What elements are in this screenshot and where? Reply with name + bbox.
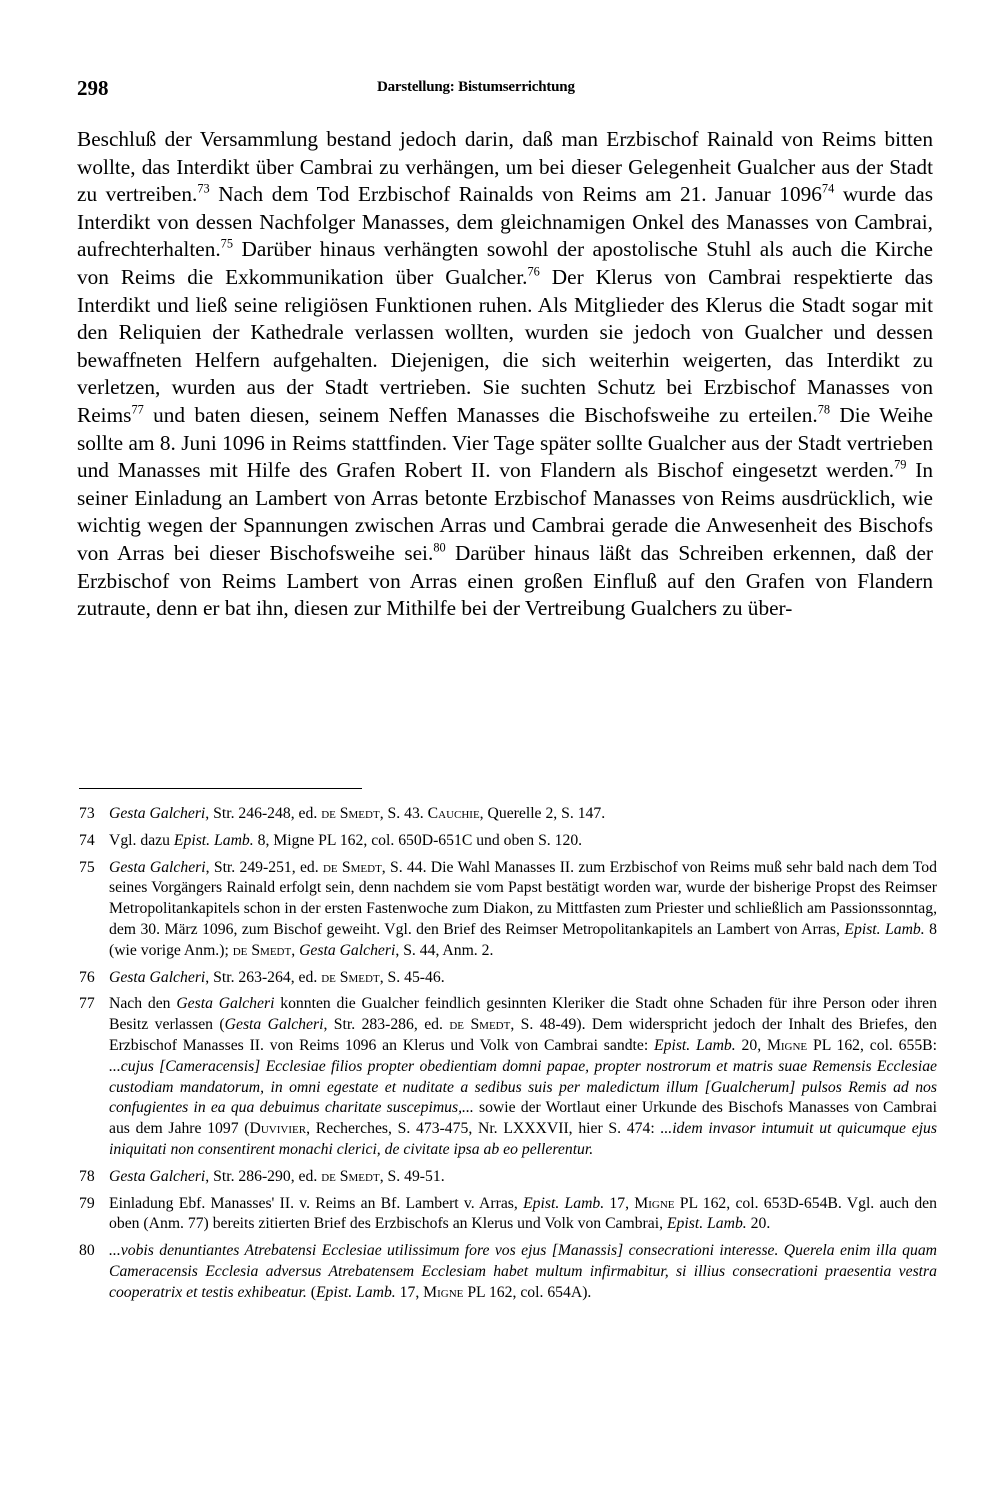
footnote-number: 76 — [79, 968, 95, 986]
footnote-text: ...vobis denuntiantes Atrebatensi Ecclesiae utilissimum fore vos ejus [Manassis] consecrationi interesse. Querela enim illa quam Cameracensis Ecclesia adversus Atrebatensem Ecclesiam habet multum infirmabitur, si illius consecrationi praesentia vestra cooperatrix et testis exhibeatur. (Epist. Lamb. 17, Migne PL 162, col. 654A). — [109, 1242, 937, 1301]
footnote-ref: 73 — [197, 181, 210, 196]
footnote-ref: 75 — [220, 236, 234, 251]
footnote-ref: 77 — [131, 402, 144, 417]
footnote-text: Gesta Galcheri, Str. 249-251, ed. de Smedt, S. 44. Die Wahl Manasses II. zum Erzbischof von Reims muß sehr bald nach dem Tod seines Vorgängers Rainald erfolgt sein, denn nachdem sie vom Papst bestätigt worden war, wurde der bisherige Propst des Reimser Metropolitankapitels schon in der ersten Fastenwoche zum Diakon, zu Mittfasten zum Priester und schließlich am Passionssonntag, dem 30. März 1096, zum Bischof geweiht. Vgl. den Brief des Reimser Metropolitankapitels an Lambert von Arras, Epist. Lamb. 8 (wie vorige Anm.); de Smedt, Gesta Galcheri, S. 44, Anm. 2. — [109, 858, 937, 959]
footnote-78 — [79, 1167, 937, 1188]
page-number: 298 — [77, 76, 109, 100]
footnote-74 — [79, 831, 937, 852]
footnote-ref: 80 — [433, 540, 446, 555]
body-text-segment: Beschluß der Versammlung bestand jedoch darin, daß man Erzbischof Rainald von Reims bitten wollte, das Interdikt über Cambrai zu verhängen, um bei dieser Gelegenheit Gualcher aus der Stadt zu vertreiben. — [77, 127, 933, 207]
footnote-ref: 79 — [894, 457, 907, 472]
footnote-number: 78 — [79, 1167, 95, 1185]
footnote-77 — [79, 994, 937, 1160]
footnote-number: 79 — [79, 1194, 95, 1212]
body-text-segment: wurde das Interdikt von dessen Nachfolger Manasses, dem gleichnamigen Onkel des Manasses von Cambrai, aufrechterhalten. — [77, 182, 933, 262]
footnote-79 — [79, 1194, 937, 1236]
footnote-73 — [79, 804, 937, 825]
footnote-number: 80 — [79, 1242, 95, 1260]
footnote-text: Gesta Galcheri, Str. 286-290, ed. de Smedt, S. 49-51. — [109, 1167, 445, 1185]
main-text — [77, 126, 933, 623]
footnote-text: Einladung Ebf. Manasses' II. v. Reims an Bf. Lambert v. Arras, Epist. Lamb. 17, Migne PL 162, col. 653D-654B. Vgl. auch den oben (Anm. 77) bereits zitierten Brief des Erzbischofs an Klerus und Volk von Cambrai, Epist. Lamb. 20. — [109, 1194, 937, 1233]
running-title: Darstellung: Bistumserrichtung — [377, 79, 575, 95]
body-text-segment: In seiner Einladung an Lambert von Arras betonte Erzbischof Manasses von Reims ausdrücklich, wie wichtig wegen der Spannungen zwischen Arras und Cambrai gerade die Anwesenheit des Bischofs von Arras bei dieser Bischofsweihe sei. — [77, 458, 933, 565]
footnote-number: 77 — [79, 995, 95, 1013]
body-text-segment: Nach dem Tod Erzbischof Rainalds von Reims am 21. Januar 1096 — [209, 182, 822, 207]
body-text-segment: Der Klerus von Cambrai respektierte das Interdikt und ließ seine religiösen Funktionen ruhen. Als Mitglieder des Klerus die Stadt sogar mit den Reliquien der Kathedrale verlassen wollten, wurden sie jedoch von Gualcher und dessen bewaffneten Helfern aufgehalten. Diejenigen, die sich weiterhin weigerten, das Interdikt zu verletzen, wurden aus der Stadt vertrieben. Sie suchten Schutz bei Erzbischof Manasses von Reims — [77, 264, 933, 427]
body-text-segment: Die Weihe sollte am 8. Juni 1096 in Reims stattfinden. Vier Tage später sollte Gualcher aus der Stadt vertrieben und Manasses mit Hilfe des Grafen Robert II. von Flandern als Bischof eingesetzt werden. — [77, 402, 933, 483]
footnote-number: 73 — [79, 805, 95, 822]
footnote-text: Gesta Galcheri, Str. 263-264, ed. de Smedt, S. 45-46. — [109, 968, 445, 986]
footnote-ref: 76 — [527, 264, 540, 279]
footnote-text: Gesta Galcheri, Str. 246-248, ed. de Smedt, S. 43. Cauchie, Querelle 2, S. 147. — [109, 805, 606, 822]
body-text-segment: Darüber hinaus läßt das Schreiben erkennen, daß der Erzbischof von Reims Lambert von Arras einen großen Einfluß auf den Grafen von Flandern zutraute, denn er bat ihn, diesen zur Mithilfe bei der Vertreibung Gualchers zu über- — [77, 540, 933, 621]
body-text-segment: und baten diesen, seinem Neffen Manasses die Bischofsweihe zu erteilen. — [143, 402, 818, 427]
body-paragraph — [77, 126, 933, 623]
body-text-segment: Darüber hinaus verhängten sowohl der apostolische Stuhl als auch die Kirche von Reims die Exkommunikation über Gualcher. — [77, 237, 933, 289]
footnote-ref: 74 — [821, 181, 835, 196]
footnote-number: 75 — [79, 858, 95, 876]
footnotes — [79, 804, 937, 1310]
footnote-separator — [79, 788, 362, 789]
page-header — [77, 76, 940, 110]
footnote-text: Vgl. dazu Epist. Lamb. 8, Migne PL 162, col. 650D-651C und oben S. 120. — [109, 831, 583, 849]
footnote-76 — [79, 968, 937, 989]
footnote-number: 74 — [79, 831, 95, 849]
footnote-80 — [79, 1241, 937, 1303]
footnote-75 — [79, 858, 937, 962]
footnote-text: Nach den Gesta Galcheri konnten die Gualcher feindlich gesinnten Kleriker die Stadt ohne Schaden für ihre Person oder ihren Besitz verlassen (Gesta Galcheri, Str. 283-286, ed. de Smedt, S. 48-49). Dem widerspricht jedoch der Inhalt des Briefes, den Erzbischof Manasses II. von Reims 1096 an Klerus und Volk von Cambrai sandte: Epist. Lamb. 20, Migne PL 162, col. 655B: ...cujus [Cameracensis] Ecclesiae filios propter obedientiam domni papae, propter nostrorum et matris suae Remensis Ecclesiae custodiam mandatorum, in omni egestate et nuditate a sedibus suis per maledictum illum [Gualcherum] pulsos Remis ad nos confugientes in ea qua debuimus charitate suscepimus,... sowie der Wortlaut einer Urkunde des Bischofs Manasses von Cambrai aus dem Jahre 1097 (Duvivier, Recherches, S. 473-475, Nr. LXXXVII, hier S. 474: ...idem invasor intumuit ut quicumque ejus iniquitati non consentirent monachi clerici, de civitate ipsa ab eo pellerentur. — [109, 995, 938, 1158]
footnote-ref: 78 — [817, 402, 831, 417]
